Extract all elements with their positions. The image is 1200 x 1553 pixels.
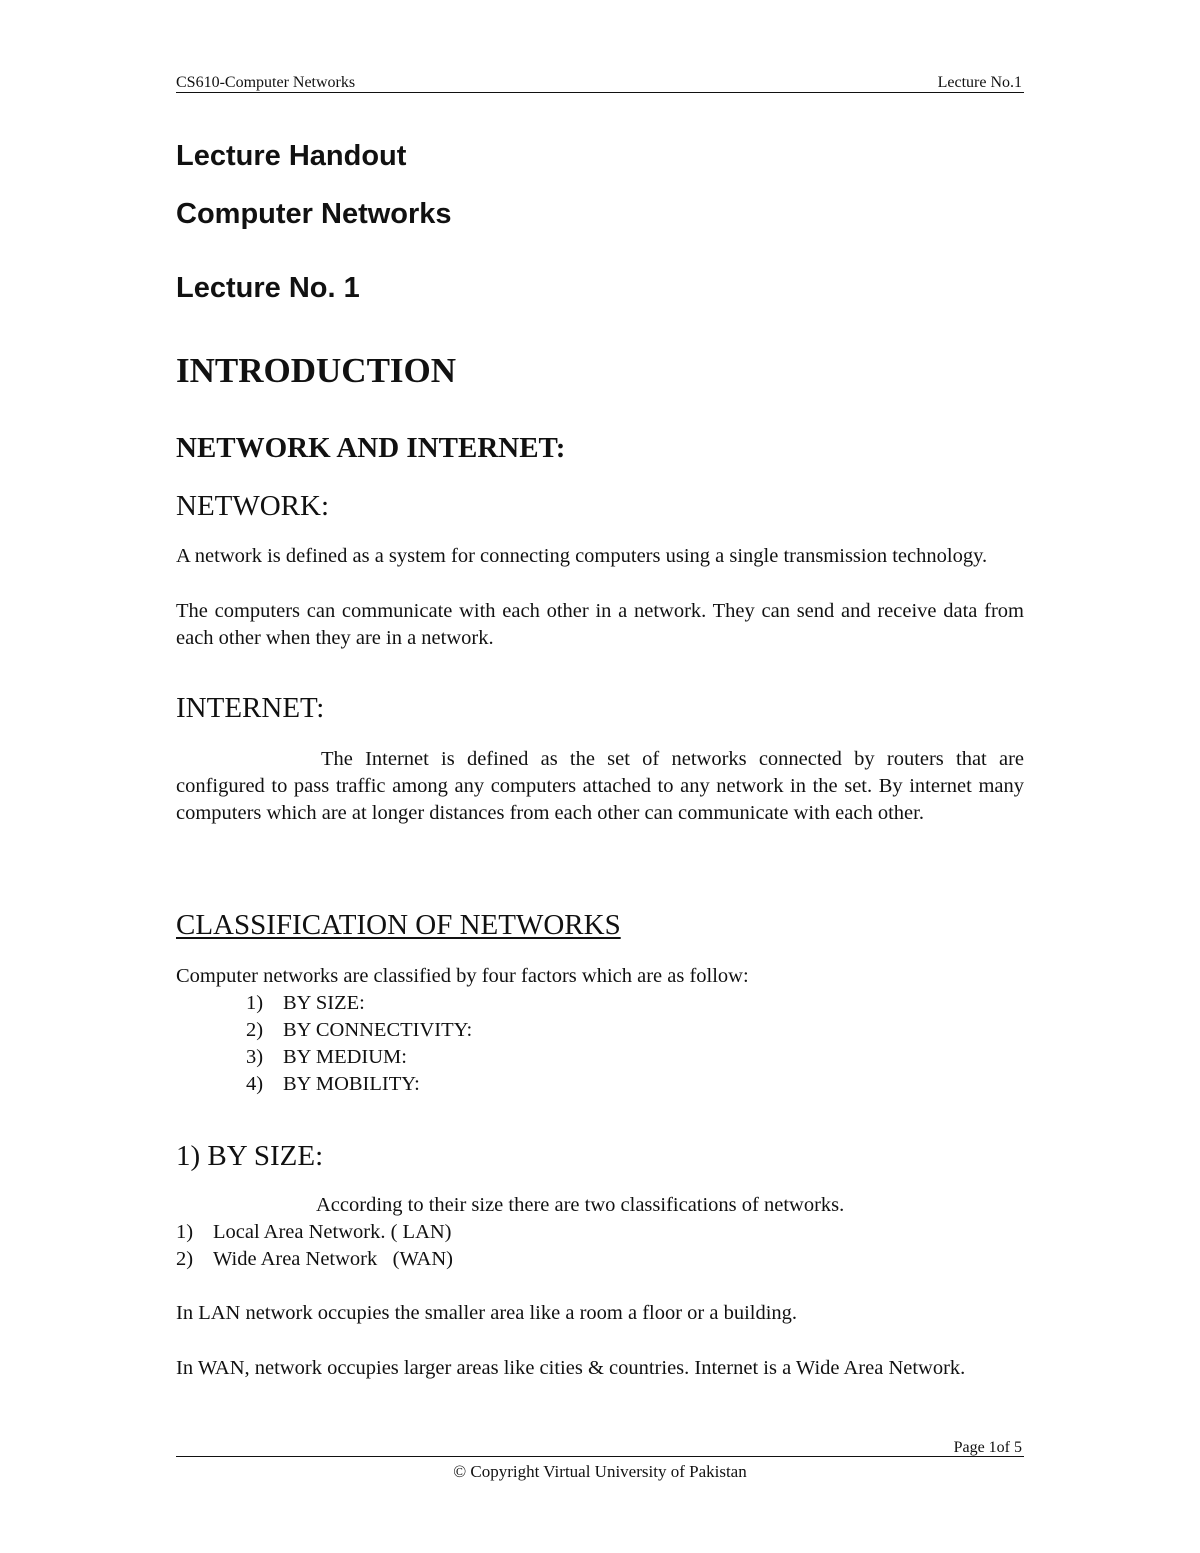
list-item: 1) BY SIZE: (246, 992, 365, 1014)
size-list (176, 1219, 453, 1273)
copyright-notice: © Copyright Virtual University of Pakistan (453, 1462, 747, 1481)
by-size-heading: 1) BY SIZE: (176, 1140, 324, 1172)
internet-heading: INTERNET: (176, 692, 325, 724)
introduction-heading: INTRODUCTION (176, 351, 457, 390)
classification-list (246, 990, 472, 1098)
classification-intro: Computer networks are classified by four factors which are as follow: (176, 965, 749, 987)
classification-heading: CLASSIFICATION OF NETWORKS (176, 909, 621, 941)
header-lecture: Lecture No.1 (937, 74, 1022, 91)
header-divider (176, 92, 1024, 93)
by-size-intro: According to their size there are two classifications of networks. (316, 1194, 845, 1216)
network-definition-paragraph: A network is defined as a system for connecting computers using a single transmission technology. (176, 545, 988, 567)
list-item: 2) Wide Area Network (WAN) (176, 1248, 453, 1270)
network-communication-paragraph: The computers can communicate with each other in a network. They can send and receive data from each other when they are in a network. (176, 600, 1024, 649)
list-item: 1) Local Area Network. ( LAN) (176, 1221, 452, 1243)
list-item: 3) BY MEDIUM: (246, 1046, 407, 1068)
footer-divider (176, 1456, 1024, 1457)
page-number: Page 1of 5 (953, 1439, 1022, 1456)
header-course: CS610-Computer Networks (176, 74, 356, 91)
handout-title: Lecture Handout (176, 140, 407, 172)
subject-title: Computer Networks (176, 198, 452, 230)
list-item: 4) BY MOBILITY: (246, 1073, 420, 1095)
list-item: 2) BY CONNECTIVITY: (246, 1019, 473, 1041)
network-internet-heading: NETWORK AND INTERNET: (176, 432, 566, 464)
internet-definition-paragraph: The Internet is defined as the set of networks connected by routers that are configured to pass traffic among any computers attached to any network in the set. By internet many computers which are at longer distances from each other can communicate with each other. (176, 748, 1024, 824)
network-heading: NETWORK: (176, 490, 330, 522)
lan-paragraph: In LAN network occupies the smaller area like a room a floor or a building. (176, 1302, 798, 1324)
lecture-number-title: Lecture No. 1 (176, 272, 360, 304)
wan-paragraph: In WAN, network occupies larger areas like cities & countries. Internet is a Wide Area Network. (176, 1357, 966, 1379)
